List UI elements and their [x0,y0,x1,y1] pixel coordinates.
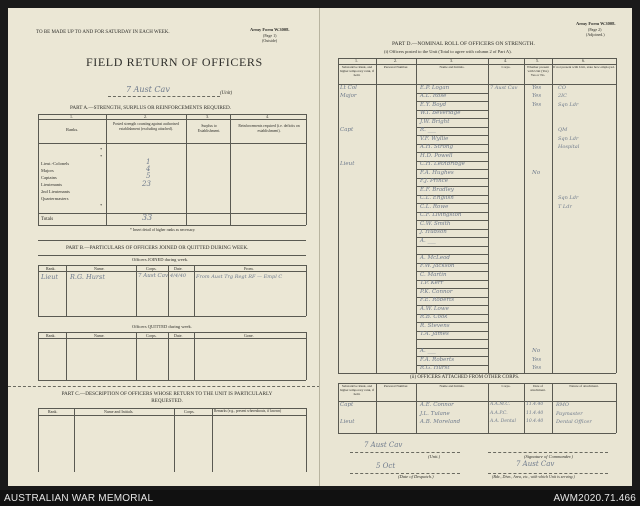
roll-name: C.W. Smith [420,220,451,227]
partB-joined-h2 [38,271,306,272]
joined-title: Officers JOINED during week. [132,257,189,262]
partB-q-v4 [194,332,195,380]
location-label: (Bde., Divn., Area, etc., with which Unit is serving.) [492,474,575,479]
att-colhead: Name and Initials. [439,384,465,388]
joined-col: Date. [174,266,183,271]
att-rank: Lieut [340,419,355,425]
quitted-col: Rank. [46,333,56,338]
partA-colhead-ranks: Ranks. [66,127,79,132]
archive-footer [0,490,640,506]
roll-vline-4 [524,58,525,373]
roll-name: F.E. Roberts [420,297,455,303]
roll-name: E.P. Logan [420,84,450,91]
att-date: 11.4.40 [526,402,544,407]
roll-vline-5 [552,58,553,373]
partD-heading: PART D.—NOMINAL ROLL OF OFFICERS ON STRENGTH. [392,41,535,47]
roll-corps: 7 Aust Cav [490,84,518,91]
roll-present: Yes [532,356,542,363]
roll-present: Yes [532,101,542,108]
form-ref-r3: (Adjoined.) [586,32,605,37]
att-border-head [338,401,616,402]
form-ref-3: (Outside) [262,38,278,43]
roll-rank: Major [340,93,357,99]
partA-vline-3 [230,114,231,225]
att-colhead: Date of attachment. [530,384,546,392]
rank-row: * [100,203,103,208]
att-vline-3 [488,383,489,433]
roll-colnum: 3. [450,58,453,63]
att-corps: A.A. Dental [490,419,516,424]
rank-row: Quartermasters [41,196,69,201]
posted-value: 1 [146,158,151,166]
att-vline-6 [616,383,617,433]
roll-present: No [532,348,541,354]
rank-row: Majors [41,168,54,173]
roll-name: J.W. Bright [420,118,450,125]
roll-name: A.L. Rose [420,93,447,99]
quitted-col: Name. [94,333,105,338]
footer-institution: AUSTRALIAN WAR MEMORIAL [4,493,154,504]
unit-line [108,96,220,97]
roll-border-head [338,84,616,85]
roll-colnum: 5. [536,58,539,63]
att-date: 10.4.40 [526,419,544,424]
form-ref-1: Army Form W.3008. [250,27,290,32]
quitted-col: Gone. [244,333,254,338]
roll-employed: Sqn Ldr [558,101,579,108]
partB-q-v5 [306,332,307,380]
partD-sub-ii: (ii) OFFICERS ATTACHED FROM OTHER CORPS. [410,375,520,380]
partA-heading: PART A.—STRENGTH, SURPLUS OR REINFORCEMENTS REQUIRED. [70,105,232,111]
partC-col: Remarks (e.g., present whereabouts, if known) [214,409,282,413]
totals-value: 33 [142,213,153,222]
att-vline-5 [552,383,553,433]
rank-row: Lieut.-Colonels [41,161,70,166]
date-value: 5 Oct [376,462,396,470]
unit-label: (Unit) [220,91,233,96]
roll-name: J. Hudson [420,229,447,235]
roll-name: C. Martin [420,271,447,278]
roll-colnum: 2. [394,58,397,63]
location-value: 7 Aust Cav [516,460,555,468]
page-1 [8,8,320,486]
roll-vline-6 [616,58,617,373]
partC-v2 [174,408,175,472]
roll-row-rule [416,339,488,340]
roll-rank: Lt Col [340,84,357,91]
roll-present: Yes [532,365,542,371]
partA-colhead-posted: Posted strength counting against authorised establishment (excluding attached). [112,122,179,131]
roll-name: W.I. Beveridge [420,110,461,116]
posted-value: 4 [146,165,151,173]
partB-q-v2 [136,332,137,380]
roll-name: A. McLeod [420,254,450,261]
joined-from: From Aust Trg Regt RF — Empl C [196,274,283,280]
tear-line [8,386,320,387]
roll-name: F.A. Hughes [420,169,454,176]
partA-border-bot [38,225,306,226]
partA-colnum-2: 2. [144,114,147,119]
partC-col: Rank. [48,409,58,414]
roll-vline-2 [416,58,417,373]
document-scan [8,8,632,486]
roll-name: R. Stevens [420,322,450,329]
att-date: 11.4.40 [526,410,544,416]
roll-rank: Lieut [340,161,355,167]
joined-rank: Lieut [41,273,59,281]
roll-colhead: Name and Initials. [439,65,465,69]
partA-colhead-surplus: Surplus to Establishment. [197,124,221,133]
roll-present: Yes [532,84,542,91]
att-vline-2 [416,383,417,433]
att-border-bottom [338,433,616,434]
partB-joined-top [38,255,306,256]
roll-present: No [532,169,541,176]
partC-col: Corps. [184,409,195,414]
roll-border-top [338,58,616,59]
partA-colnum-3: 3. [206,114,209,119]
roll-name: P.K. Connor [420,288,453,295]
roll-name: R.G. Hurst [420,365,450,371]
signature-label: (Signature of Commander.) [524,454,573,459]
att-colhead: Nature of attachment. [569,384,599,388]
partB-joined-h1 [38,265,306,266]
partA-colnum-4: 4. [266,114,269,119]
rank-row: * [100,154,103,159]
roll-colnum: 6. [582,58,585,63]
page-title: FIELD RETURN OF OFFICERS [86,55,263,69]
roll-rank: Capt [340,127,354,133]
partC-v3 [212,408,213,472]
roll-name: F.J. Prince [420,178,448,184]
att-nature: Paymaster [556,410,583,417]
quitted-col: Corps. [146,333,157,338]
partA-border-head [38,143,306,144]
roll-name: C.H. Lethbridge [420,161,465,167]
roll-employed: Sqn Ldr [558,135,579,142]
roll-name: A. ___ [420,348,436,354]
att-nature: RMO [556,402,569,408]
roll-colnum: 4. [504,58,507,63]
partB-v4 [194,265,195,316]
form-ref-2: (Page 1) [263,33,277,38]
roll-colhead: Personal Number. [383,65,409,69]
partB-q-v1 [66,332,67,380]
partB-joined-bot [38,316,306,317]
roll-name: A.H. Strong [420,144,453,150]
joined-col: From. [244,266,254,271]
joined-col: Corps. [146,266,157,271]
top-note: TO BE MADE UP TO AND FOR SATURDAY IN EACH WEEK. [36,30,170,35]
unit-label-r: (Unit.) [428,454,441,459]
unit-line-r [350,452,460,453]
partA-vline-4 [306,114,307,225]
partB-q-v3 [168,332,169,380]
joined-col: Rank. [46,266,56,271]
roll-colhead: Whether present with Unit (Yes) Yes or No. [526,65,550,77]
roll-name: H.D. Powell [420,152,453,159]
partB-quit-h2 [38,338,306,339]
roll-employed: CO [558,84,566,91]
roll-employed: 2IC [558,93,567,99]
partC-heading: PART C.—DESCRIPTION OF OFFICERS WHOSE RETURN TO THE UNIT IS PARTICULARLY REQUESTED. [61,391,273,404]
form-ref-r2: (Page 2) [588,27,602,32]
partC-col: Name and Initials. [104,409,134,414]
roll-name: C.F. Livingston [420,212,462,218]
rank-row: 2nd Lieutenants [41,189,70,194]
att-name: A.E. Connor [420,402,454,408]
posted-value: 5 [146,172,151,180]
att-corps: A.A.P.C. [490,410,508,416]
quitted-title: Officers QUITTED during week. [132,324,192,329]
partB-v2 [136,265,137,316]
rank-row: * [100,147,103,152]
roll-border-bottom [338,373,616,374]
partA-footnote: * Insert detail of higher ranks as necessary. [130,228,196,232]
roll-name: F.W. Jackson [420,263,455,269]
signature-line [488,452,608,453]
partB-heading: PART B.—PARTICULARS OF OFFICERS JOINED OR QUITTED DURING WEEK. [66,245,249,251]
totals-label: Totals [41,217,54,222]
partB-v0 [38,265,39,316]
partA-border-tot [38,213,306,214]
rank-row: Lieutenants [41,182,62,187]
roll-employed: Sqn Ldr [558,195,579,201]
roll-present: Yes [532,93,542,99]
page-2 [320,8,632,486]
partC-v1 [74,408,75,472]
roll-name: C.L. Rowe [420,203,449,210]
roll-name: A. ___ [420,237,436,244]
unit-value: 7 Aust Cav [126,85,170,94]
roll-colnum: 1. [355,58,358,63]
partB-quit-bot [38,380,306,381]
roll-name: E.F. Bradley [420,186,454,193]
roll-vline-3 [488,58,489,373]
partC-v0 [38,408,39,472]
roll-employed: T Ldr [558,203,572,210]
att-name: A.B. Moreland [420,419,461,425]
att-corps: A.A.M.C. [490,402,511,407]
att-colhead: Personal Number. [383,384,409,388]
unit-value-r: 7 Aust Cav [364,441,403,449]
att-vline-1 [376,383,377,433]
partA-vline-2 [186,114,187,225]
roll-name: F.A. Roberts [420,356,455,363]
att-rank: Capt [340,402,354,408]
partB-q-v0 [38,332,39,380]
footer-accession: AWM2020.71.466 [553,493,636,504]
partD-sub-i: (i) Officers posted to the Unit (Total to agree with column 2 of Part A). [384,49,512,54]
roll-vline-1 [376,58,377,373]
roll-colhead: Corps. [501,65,511,69]
att-colhead: Corps. [501,384,511,388]
roll-name: E.Y. Boyd [420,101,447,108]
roll-name: T.A. James [420,331,449,337]
partC-head [38,415,306,416]
partB-v1 [66,265,67,316]
roll-colhead: Substantive Rank, and higher temporary rank, if held. [339,65,375,77]
roll-name: C.L. English [420,195,454,201]
joined-col: Name. [94,266,105,271]
form-ref-r1: Army Form W.3008. [576,21,616,26]
date-label: (Date of Despatch.) [398,474,434,479]
att-nature: Dental Officer [556,419,592,425]
roll-name: R. ___ [420,127,436,133]
roll-colhead: If not present with Unit, state how employed. [553,65,615,69]
posted-value: 23 [142,180,151,188]
partA-border-mid [38,119,306,120]
partA-colnum-1: 1. [70,114,73,119]
partA-colhead-reinf: Reinforcements required (i.e. deficits on establishment). [238,124,300,133]
roll-vline-0 [338,58,339,373]
roll-name: A.W. Lowe [420,305,449,312]
att-colhead: Substantive Rank, and higher temporary rank, if held. [339,384,375,396]
att-name: J.L. Tulane [420,410,450,417]
partA-vline-1 [106,114,107,225]
quitted-col: Date. [174,333,183,338]
roll-employed: QM [558,127,568,133]
roll-name: V.F. Wyllie [420,135,449,142]
partA-vline-0 [38,114,39,225]
partB-quit-h1 [38,332,306,333]
joined-corps: 7 Aust Cav [138,273,169,279]
partB-v3 [168,265,169,316]
roll-name: T.P. Kerr [420,280,444,286]
joined-date: 4/4/40 [170,273,187,279]
roll-row-rule [416,246,488,247]
joined-name: R.G. Hurst [70,273,105,281]
partB-v5 [306,265,307,316]
rank-row: Captains [41,175,57,180]
partB-rule [38,240,306,241]
roll-employed: Hospital [558,144,580,150]
partC-v4 [306,408,307,472]
roll-name: R.B. Cook [420,314,448,320]
